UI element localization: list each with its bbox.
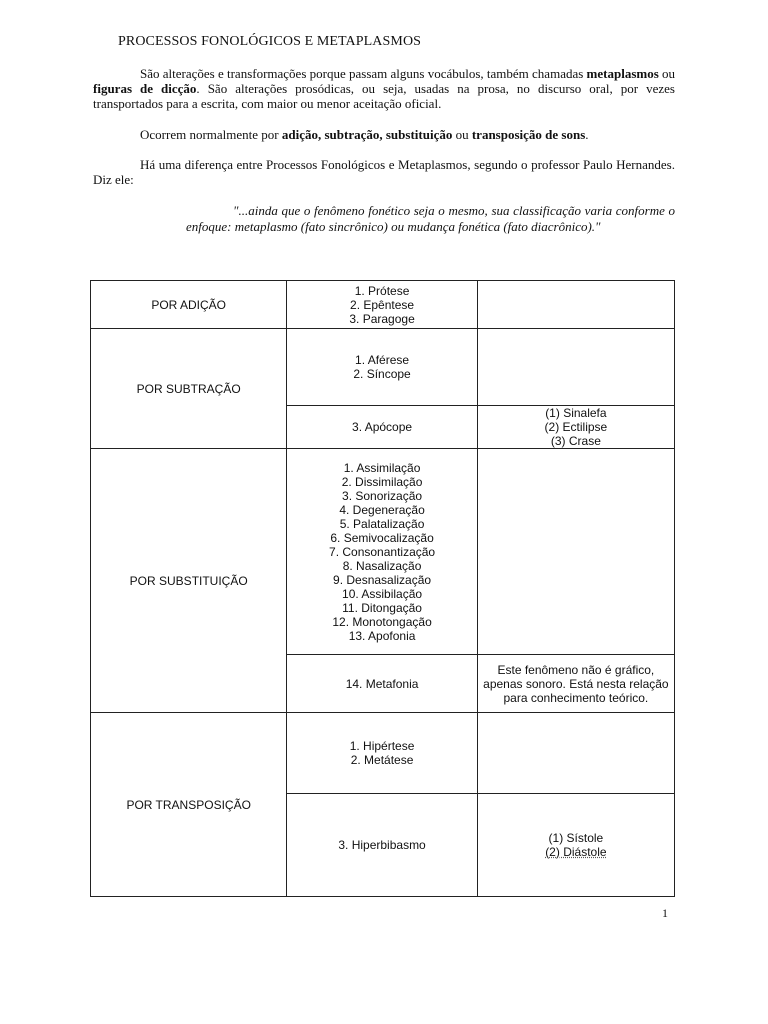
intro-paragraph	[93, 66, 675, 111]
difference-paragraph	[93, 157, 675, 187]
list-item: 1. Assimilação	[343, 460, 421, 475]
list-item: 2. Síncope	[353, 367, 411, 381]
notes-transposicao-a	[477, 713, 674, 794]
list-item: 9. Desnasalização	[333, 572, 432, 587]
processes-text-2: ou	[452, 127, 472, 142]
list-item: 11. Ditongação	[342, 600, 422, 615]
processes-text-3: .	[585, 127, 589, 142]
list-item: 1. Prótese	[354, 283, 410, 298]
page-title: PROCESSOS FONOLÓGICOS E METAPLASMOS	[118, 34, 422, 49]
note-line: (2) Ectilipse	[544, 420, 608, 434]
difference-text: Há uma diferença entre Processos Fonológicos e Metaplasmos, segundo o professor Paulo Hernandes. Diz ele:	[93, 157, 675, 187]
notes-subtracao-b	[477, 406, 674, 449]
processes-table	[90, 280, 675, 897]
items-substituicao-a	[287, 449, 477, 655]
list-item: 2. Dissimilação	[341, 474, 423, 489]
items-substituicao-b: 14. Metafonia	[287, 655, 477, 713]
notes-substituicao-a	[477, 449, 674, 655]
notes-adicao	[477, 281, 674, 329]
processes-bold-2: transposição de sons	[471, 127, 586, 142]
processes-text-1: Ocorrem normalmente por	[140, 127, 282, 142]
list-item: 5. Palatalização	[339, 516, 425, 531]
note-line: (3) Crase	[550, 434, 601, 448]
list-item: 1. Aférese	[355, 353, 410, 367]
intro-text-2: ou	[658, 66, 676, 81]
list-item: 8. Nasalização	[342, 558, 422, 573]
items-transposicao-a	[287, 713, 477, 794]
list-item: 2. Metátese	[350, 753, 414, 767]
items-adicao	[287, 281, 477, 329]
list-item: 4. Degeneração	[339, 502, 425, 517]
notes-subtracao-a	[477, 329, 674, 406]
note-line: (2) Diástole	[545, 845, 607, 859]
items-subtracao-b: 3. Apócope	[287, 406, 477, 449]
intro-text-3: . São alterações prosódicas, ou seja, usadas na prosa, no discurso oral, por vezes transportados para a escrita, com maior ou menor aceitação oficial.	[93, 81, 675, 111]
list-item: 3. Paragoge	[349, 311, 415, 326]
list-item: 13. Apofonia	[348, 628, 416, 643]
items-subtracao-a	[287, 329, 477, 406]
list-item: 2. Epêntese	[350, 297, 415, 312]
processes-paragraph	[93, 127, 675, 142]
notes-substituicao-b: Este fenômeno não é gráfico, apenas sonoro. Está nesta relação para conhecimento teórico.	[477, 655, 674, 713]
category-substituicao: POR SUBSTITUIÇÃO	[91, 449, 287, 713]
list-item: 7. Consonantização	[329, 544, 436, 559]
list-item: 10. Assibilação	[342, 586, 423, 601]
quote-text: "...ainda que o fenômeno fonético seja o mesmo, sua classificação varia conforme o enfoque: metaplasmo (fato sincrônico) ou mudança fonética (fato diacrônico)."	[186, 203, 675, 234]
term-figuras-de-diccao: figuras de dicção	[93, 81, 197, 96]
table-row-subtracao-a	[91, 329, 675, 406]
processes-bold-1: adição, subtração, substituição	[281, 127, 453, 142]
table-row-adicao	[91, 281, 675, 329]
category-subtracao: POR SUBTRAÇÃO	[91, 329, 287, 449]
list-item: 12. Monotongação	[332, 614, 432, 629]
category-transposicao: POR TRANSPOSIÇÃO	[91, 713, 287, 897]
block-quote	[186, 203, 675, 235]
list-item: 6. Semivocalização	[330, 530, 434, 545]
list-item: 1. Hipértese	[349, 739, 415, 753]
items-transposicao-b: 3. Hiperbibasmo	[287, 794, 477, 897]
category-adicao: POR ADIÇÃO	[91, 281, 287, 329]
table-row-substituicao-a	[91, 449, 675, 655]
note-line: (1) Sinalefa	[545, 406, 607, 420]
term-metaplasmos: metaplasmos	[586, 66, 659, 81]
list-item: 3. Sonorização	[342, 488, 423, 503]
intro-text-1: São alterações e transformações porque passam alguns vocábulos, também chamadas	[140, 66, 587, 81]
page-number: 1	[662, 906, 668, 920]
table-row-transposicao-a	[91, 713, 675, 794]
notes-transposicao-b	[477, 794, 674, 897]
note-line: (1) Sístole	[548, 831, 604, 845]
